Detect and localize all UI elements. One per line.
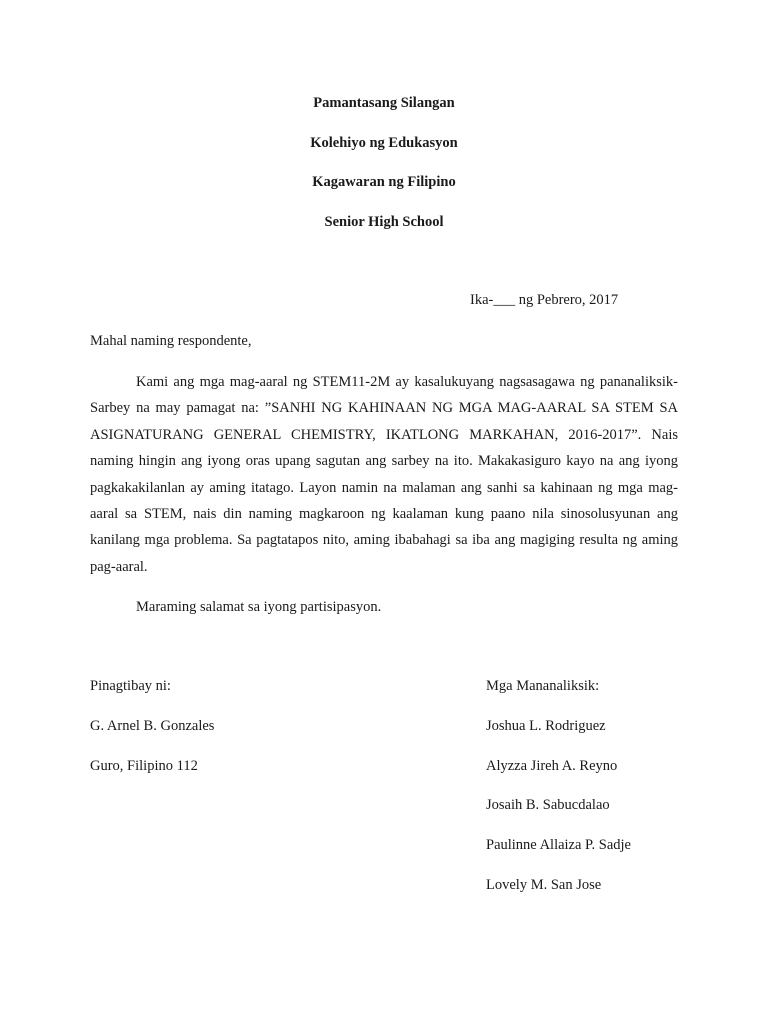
- approver-title: Guro, Filipino 112: [90, 757, 198, 774]
- researcher-name: Josaih B. Sabucdalao: [486, 797, 610, 814]
- college-heading: Kolehiyo ng Edukasyon: [310, 135, 458, 151]
- thanks-line: Maraming salamat sa iyong partisipasyon.: [136, 599, 382, 615]
- salutation: Mahal naming respondente,: [90, 333, 252, 349]
- approval-label: Pinagtibay ni:: [90, 678, 171, 694]
- researchers-label: Mga Mananaliksik:: [486, 678, 600, 694]
- department-heading: Kagawaran ng Filipino: [312, 174, 456, 190]
- researcher-name: Paulinne Allaiza P. Sadje: [486, 837, 631, 854]
- researcher-name: Joshua L. Rodriguez: [486, 717, 606, 734]
- approver-name: G. Arnel B. Gonzales: [90, 717, 215, 734]
- researcher-name: Alyzza Jireh A. Reyno: [486, 757, 618, 774]
- level-heading: Senior High School: [324, 214, 444, 230]
- date-line: Ika-___ ng Pebrero, 2017: [470, 292, 619, 308]
- researcher-name: Lovely M. San Jose: [486, 876, 602, 893]
- university-heading: Pamantasang Silangan: [313, 95, 455, 111]
- researchers-block: [486, 677, 726, 916]
- approval-block: [90, 677, 390, 796]
- body-paragraph: Kami ang mga mag-aaral ng STEM11-2M ay kasalukuyang nagsasagawa ng pananaliksik-Sarbey na may pamagat na: ”SANHI NG KAHINAAN NG MGA MAG-AARAL SA STEM SA ASIGNATURANG GENERAL CHEMISTRY, IKATLONG MARKAHAN, 2016-2017”. Nais naming hingin ang iyong oras upang sagutan ang sarbey na ito. Makakasiguro kayo na ang iyong pagkakakilanlan ay aming itatago. Layon namin na malaman ang sanhi sa kahinaan ng mga mag-aaral sa STEM, nais din naming magkaroon ng kaalaman kung paano nila sinosolusyunan ang kanilang mga problema. Sa pagtatapos nito, aming ibabahagi sa iba ang magiging resulta ng aming pag-aaral.: [90, 374, 678, 575]
